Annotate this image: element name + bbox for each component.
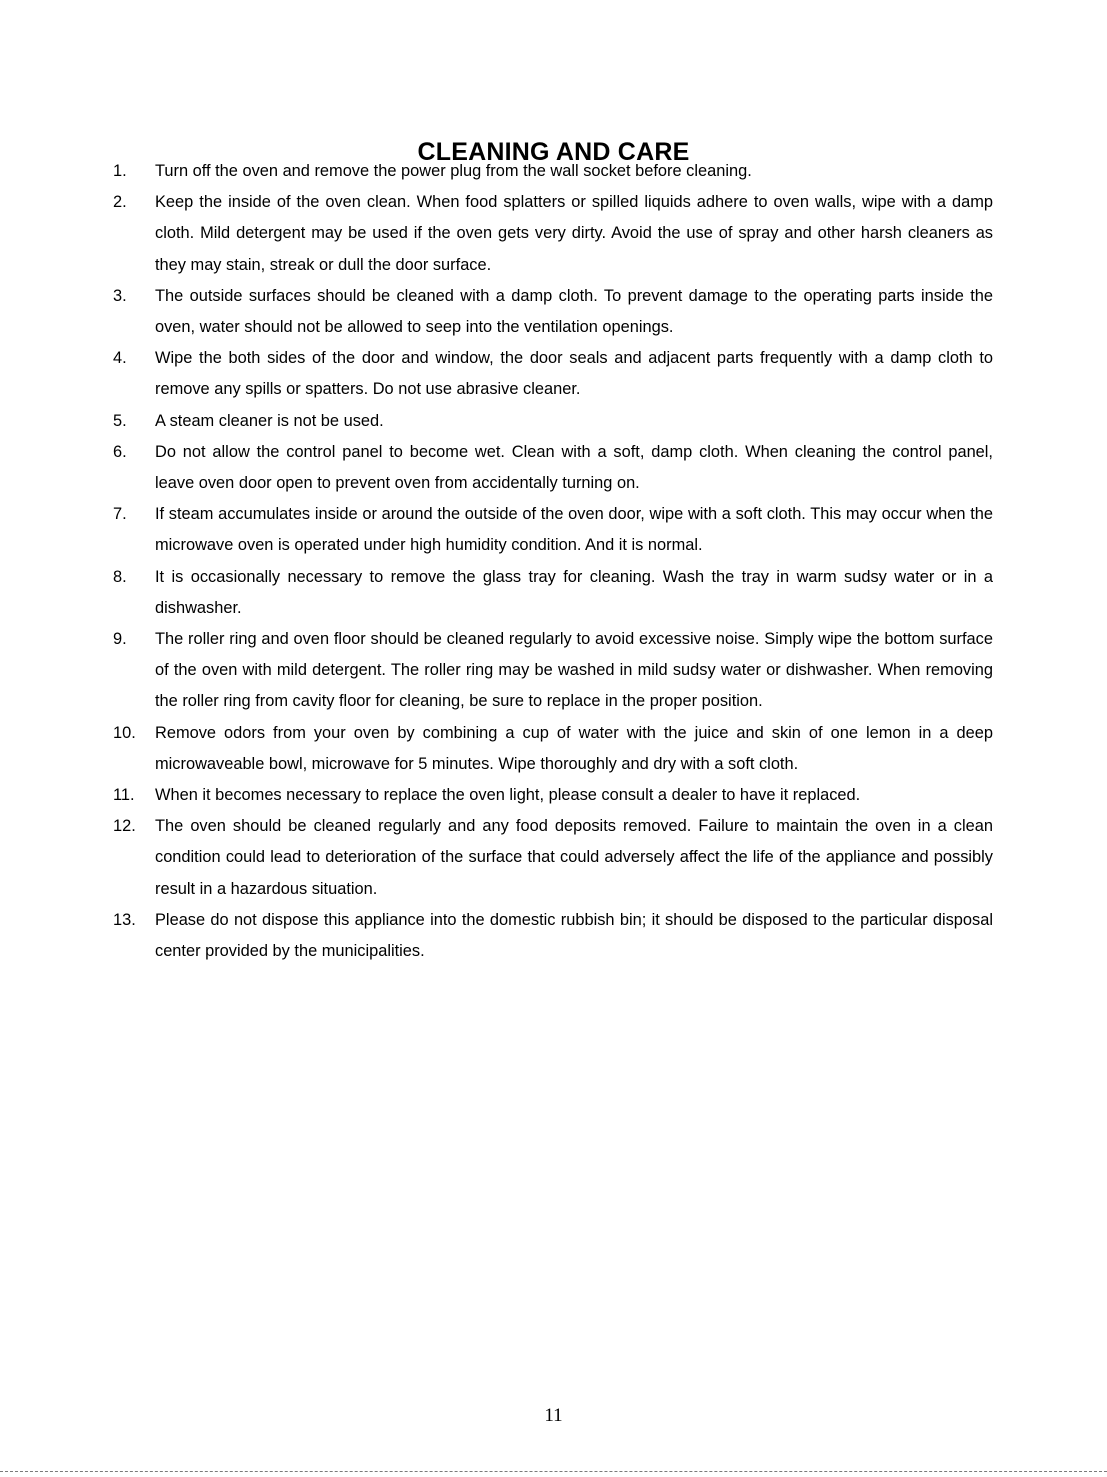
list-item xyxy=(113,437,993,499)
item-number: 7. xyxy=(113,505,127,524)
list-item xyxy=(113,780,993,811)
item-number: 9. xyxy=(113,630,127,649)
instruction-list xyxy=(113,156,993,967)
list-item xyxy=(113,499,993,561)
item-number: 5. xyxy=(113,411,127,430)
item-number: 11. xyxy=(113,786,135,805)
item-text: The roller ring and oven floor should be cleaned regularly to avoid excessive noise. Simply wipe the bottom surface of the oven with mild detergent. The roller ring may be washed in mild sudsy water or dishwasher. When removing the roller ring from cavity floor for cleaning, be sure to replace in the proper position. xyxy=(155,630,993,711)
item-number: 6. xyxy=(113,442,127,461)
item-text: Keep the inside of the oven clean. When food splatters or spilled liquids adhere to oven walls, wipe with a damp cloth. Mild detergent may be used if the oven gets very dirty. Avoid the use of spray and other harsh cleaners as they may stain, streak or dull the door surface. xyxy=(155,193,993,274)
list-item xyxy=(113,624,993,718)
item-number: 2. xyxy=(113,193,127,212)
list-item xyxy=(113,718,993,780)
list-item xyxy=(113,406,993,437)
item-text: The oven should be cleaned regularly and any food deposits removed. Failure to maintain the oven in a clean condition could lead to deterioration of the surface that could adversely affect the life of the appliance and possibly result in a hazardous situation. xyxy=(155,817,993,898)
page-bottom-rule xyxy=(0,1471,1107,1472)
item-number: 12. xyxy=(113,817,136,836)
list-item xyxy=(113,905,993,967)
item-number: 13. xyxy=(113,910,136,929)
item-number: 10. xyxy=(113,723,136,742)
list-item xyxy=(113,343,993,405)
list-item xyxy=(113,187,993,281)
item-number: 8. xyxy=(113,567,127,586)
item-text: A steam cleaner is not be used. xyxy=(155,411,384,430)
item-text: Do not allow the control panel to become wet. Clean with a soft, damp cloth. When cleaning the control panel, leave oven door open to prevent oven from accidentally turning on. xyxy=(155,442,993,493)
list-item xyxy=(113,811,993,905)
page-title: CLEANING AND CARE xyxy=(417,137,690,166)
item-text: Turn off the oven and remove the power plug from the wall socket before cleaning. xyxy=(155,162,752,180)
item-text: It is occasionally necessary to remove the glass tray for cleaning. Wash the tray in warm sudsy water or in a dishwasher. xyxy=(155,567,993,617)
item-text: When it becomes necessary to replace the oven light, please consult a dealer to have it replaced. xyxy=(155,786,861,805)
item-text: Remove odors from your oven by combining a cup of water with the juice and skin of one lemon in a deep microwaveable bowl, microwave for 5 minutes. Wipe thoroughly and dry with a soft cloth. xyxy=(155,723,993,773)
page-number: 11 xyxy=(544,1405,563,1426)
item-number: 3. xyxy=(113,286,127,305)
list-item xyxy=(113,156,993,187)
item-number: 1. xyxy=(113,162,127,180)
item-text: The outside surfaces should be cleaned with a damp cloth. To prevent damage to the operating parts inside the oven, water should not be allowed to seep into the ventilation openings. xyxy=(155,286,993,337)
item-text: If steam accumulates inside or around the outside of the oven door, wipe with a soft cloth. This may occur when the microwave oven is operated under high humidity condition. And it is normal. xyxy=(155,505,993,555)
item-text: Wipe the both sides of the door and window, the door seals and adjacent parts frequently with a damp cloth to remove any spills or spatters. Do not use abrasive cleaner. xyxy=(155,349,993,399)
list-item xyxy=(113,281,993,343)
item-number: 4. xyxy=(113,349,127,368)
list-item xyxy=(113,562,993,624)
item-text: Please do not dispose this appliance into the domestic rubbish bin; it should be disposed to the particular disposal center provided by the municipalities. xyxy=(155,910,993,961)
